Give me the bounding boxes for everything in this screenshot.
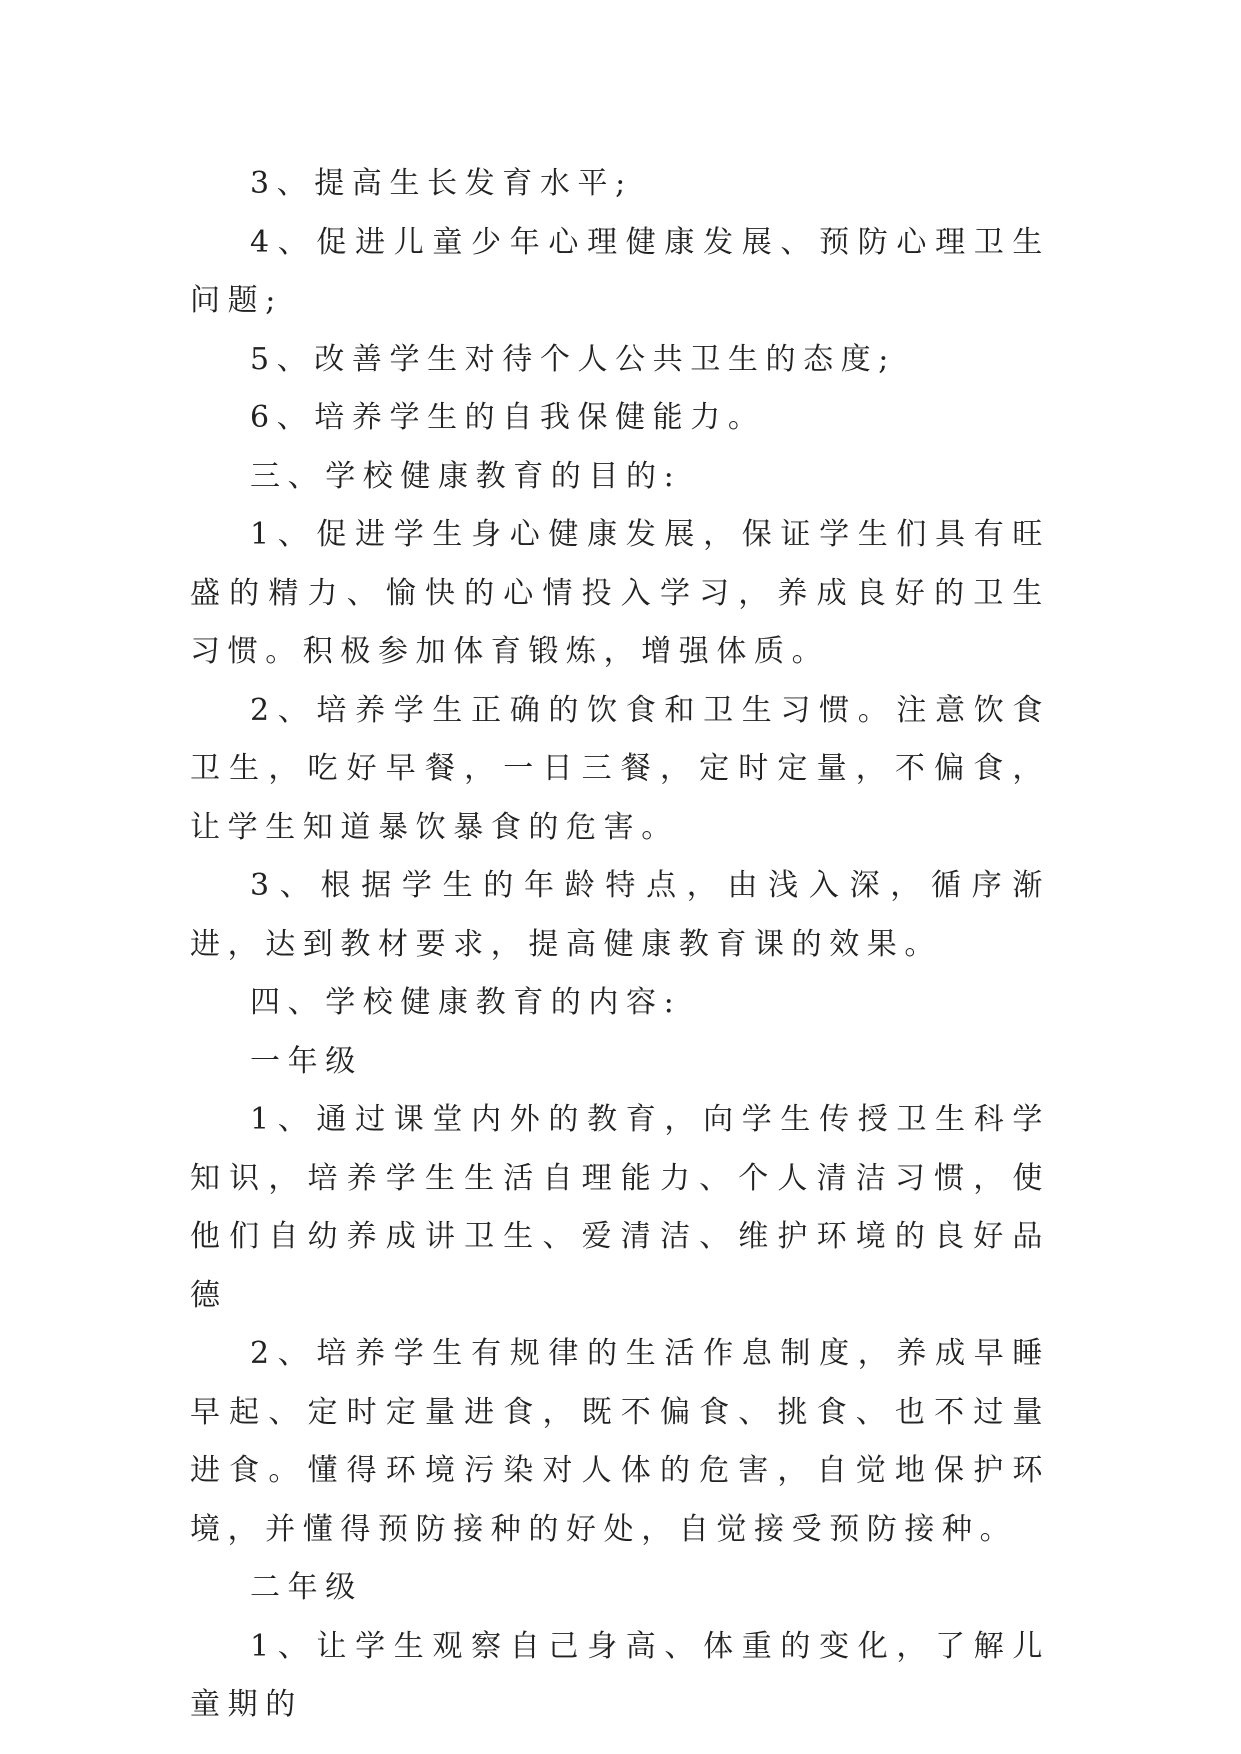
list-item: 5、改善学生对待个人公共卫生的态度; — [250, 341, 896, 377]
paragraph: 2、培养学生有规律的生活作息制度，养成早睡早起、定时定量进食，既不偏食、挑食、也不过量进食。懂得环境污染对人体的危害，自觉地保护环境，并懂得预防接种的好处，自觉接受预防接种。 — [190, 1336, 1050, 1547]
paragraph: 2、培养学生正确的饮食和卫生习惯。注意饮食卫生，吃好早餐，一日三餐，定时定量，不偏食，让学生知道暴饮暴食的危害。 — [190, 692, 1050, 845]
paragraph: 1、让学生观察自己身高、体重的变化，了解儿童期的 — [190, 1628, 1050, 1722]
paragraph: 1、通过课堂内外的教育，向学生传授卫生科学知识，培养学生生活自理能力、个人清洁习惯，使他们自幼养成讲卫生、爱清洁、维护环境的良好品德 — [190, 1102, 1050, 1313]
paragraph: 1、促进学生身心健康发展，保证学生们具有旺盛的精力、愉快的心情投入学习，养成良好的卫生习惯。积极参加体育锻炼，增强体质。 — [190, 517, 1050, 669]
section-heading: 三、学校健康教育的目的: — [250, 458, 682, 494]
document-body — [190, 155, 1050, 1735]
grade-heading: 二年级 — [250, 1570, 363, 1605]
list-item: 4、促进儿童少年心理健康发展、预防心理卫生问题; — [190, 224, 1050, 318]
grade-heading: 一年级 — [250, 1043, 363, 1079]
paragraph: 3、根据学生的年龄特点，由浅入深，循序渐进，达到教材要求，提高健康教育课的效果。 — [190, 868, 1050, 962]
list-item: 3、提高生长发育水平; — [250, 166, 633, 201]
section-heading: 四、学校健康教育的内容: — [250, 985, 682, 1020]
list-item: 6、培养学生的自我保健能力。 — [250, 400, 766, 435]
